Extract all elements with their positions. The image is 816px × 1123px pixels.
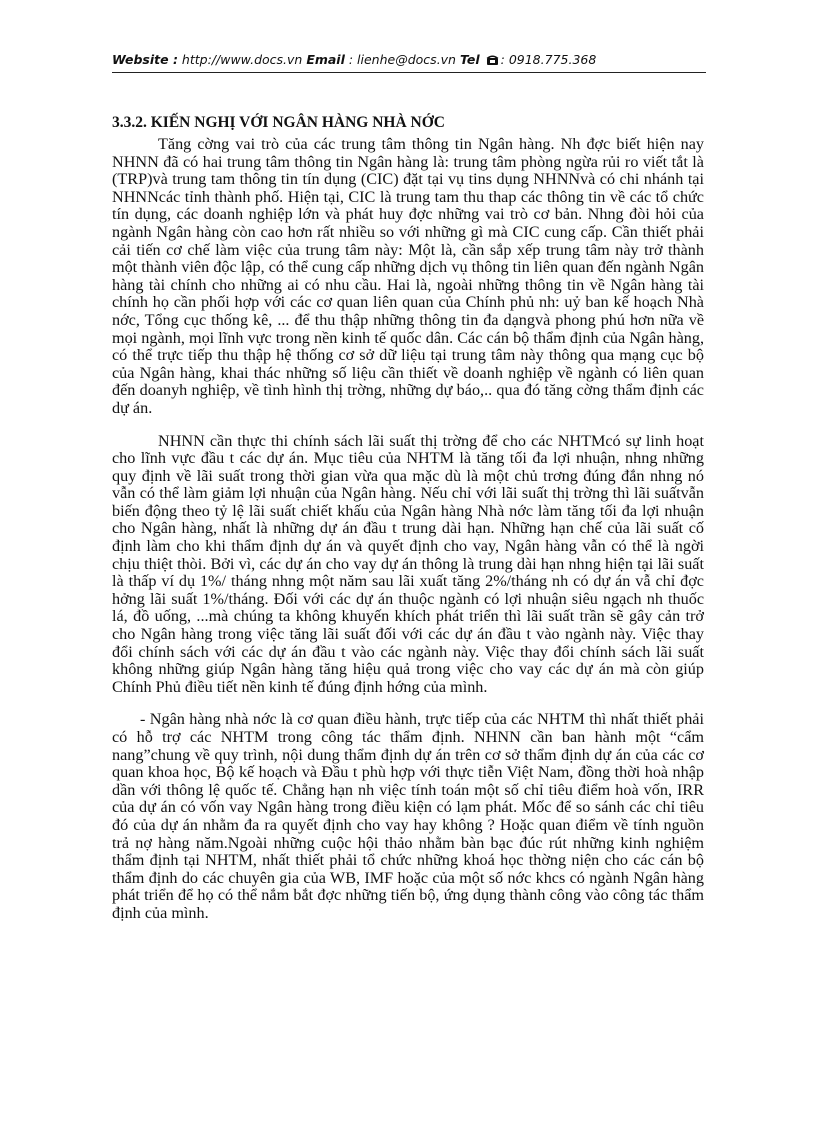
paragraph-3: - Ngân hàng nhà nớc là cơ quan điều hành, trực tiếp của các NHTM thì nhất thiết phải có hỗ trợ các NHTM trong công tác thẩm định. NHNN cần ban hành một “cẩm nang”chung về quy trình, nội dung thẩm định dự án trên cơ sở thẩm định dự án của các cơ quan khoa học, Bộ kế hoạch và Đầu t phù hợp với thực tiễn Việt Nam, đồng thời hoà nhập dần với thông lệ quốc tế. Chẳng hạn nh việc tính toán một số chỉ tiêu điểm hoà vốn, IRR của dự án có vốn vay Ngân hàng trong điều kiện có lạm phát. Mốc để so sánh các chỉ tiêu đó của dự án nhằm đa ra quyết định cho vay hay không ? Hoặc quan điểm về tính nguồn trả nợ hàng năm.Ngoài những cuộc hội thảo nhằm bàn bạc đúc rút những kinh nghiệm thẩm định tại NHTM, nhất thiết phải tổ chức những khoá học thờng niện cho các cán bộ thẩm định do các chuyên gia của WB, IMF hoặc của một số nớc khcs có ngành Ngân hàng phát triển để họ có thể nắm bắt đợc những tiến bộ, ứng dụng thành công vào công tác thẩm định của mình. bbox=[112, 710, 704, 922]
website-label: Website : bbox=[112, 52, 178, 67]
email-value[interactable]: : lienhe@docs.vn bbox=[344, 52, 460, 67]
tel-value[interactable]: : 0918.775.368 bbox=[500, 52, 597, 67]
section-heading: 3.3.2. KIẾN NGHỊ VỚI NGÂN HÀNG NHÀ NỚC bbox=[112, 114, 445, 131]
section-body bbox=[112, 136, 704, 938]
phone-icon bbox=[486, 54, 499, 69]
website-url[interactable]: http://www.docs.vn bbox=[177, 52, 307, 67]
paragraph-1: Tăng cờng vai trò của các trung tâm thông tin Ngân hàng. Nh đợc biết hiện nay NHNN đã có hai trung tâm thông tin Ngân hàng là: trung tâm phòng ngừa rủi ro viết tắt là (TRP)và trung tam thông tin tín dụng (CIC) đặt tại vụ tins dụng NHNNvà có chi nhánh tại NHNNcác tỉnh thành phố. Hiện tại, CIC là trung tam thu thap các thông tin về các tổ chức tín dụng, các doanh nghiệp lớn và phát huy đợc những vai trò cơ bản. Nhng đòi hỏi của ngành Ngân hàng còn cao hơn rất nhiều so với những gì mà CIC cung cấp. Cần thiết phải cải tiến cơ chế làm việc của trung tâm này: Một là, cần sắp xếp trung tâm này trở thành một thành viên độc lập, có thể cung cấp những dịch vụ thông tin liên quan đến ngành Ngân hàng tài chính cho những ai có nhu cầu. Hai là, ngoài những thông tin về Ngân hàng tài chính họ cần phối hợp với các cơ quan liên quan của Chính phủ nh: uỷ ban kế hoạch Nhà nớc, Tổng cục thống kê, ... để thu thập những thông tin đa dạngvà phong phú hơn nữa về mọi ngành, mọi lĩnh vực trong nền kinh tế quốc dân. Các cán bộ thẩm định của Ngân hàng, có thể trực tiếp thu thập hệ thống cơ sở dữ liệu tại trung tâm này thông qua mạng cục bộ của Ngân hàng, khai thác những số liệu cần thiết về doanh nghiệp về ngành có liên quan đến doanyh nghiệp, về tình hình thị trờng, những dự báo,.. qua đó tăng cờng thẩm định các dự án. bbox=[112, 135, 704, 417]
page-header bbox=[112, 52, 712, 69]
paragraph-2: NHNN cần thực thi chính sách lãi suất thị trờng để cho các NHTMcó sự linh hoạt cho lĩnh vực đầu t các dự án. Mục tiêu của NHTM là tăng tối đa lợi nhuận, nhng những quy định về lãi suất trong thời gian vừa qua mặc dù là một chủ trơng đúng đắn nhng nó vẫn có thể làm giảm lợi nhuận của Ngân hàng. Nếu chỉ với lãi suất thị trờng thì lãi suấtvẫn biến động theo tỷ lệ lãi suất chiết khấu của Ngân hàng Nhà nớc làm tăng tối đa lợi nhuận cho Ngân hàng, nhất là những dự án đầu t trung dài hạn. Những hạn chế của lãi suất cố định làm cho khi thẩm định dự án và quyết định cho vay, Ngân hàng vẫn có thể là ngời chịu thiệt thòi. Bởi vì, các dự án cho vay dự án thông là trung dài hạn nhng hiện tại lãi suất là thấp ví dụ 1%/ tháng nhng một năm sau lãi xuất tăng 2%/tháng nh có dự án vẫ chỉ đợc hởng lãi suất 1%/tháng. Đối với các dự án thuộc ngành có lợi nhuận siêu ngạch nh thuốc lá, đồ uống, ...mà chúng ta không khuyến khích phát triển thì lãi suất trần sẽ gây cản trở cho Ngân hàng trong việc tăng lãi suất đối với các dự án đầu t vào ngành này. Việc thay đổi chính sách với các dự án đầu t vào các ngành này. Việc thay đổi chính sách lãi suất không những giúp Ngân hàng tăng hiệu quả trong việc cho vay các dự án mà còn giúp Chính Phủ điều tiết nền kinh tế đúng định hớng của mình. bbox=[112, 431, 704, 696]
email-label: Email bbox=[306, 52, 345, 67]
tel-label: Tel bbox=[459, 52, 480, 67]
header-divider bbox=[112, 72, 706, 73]
